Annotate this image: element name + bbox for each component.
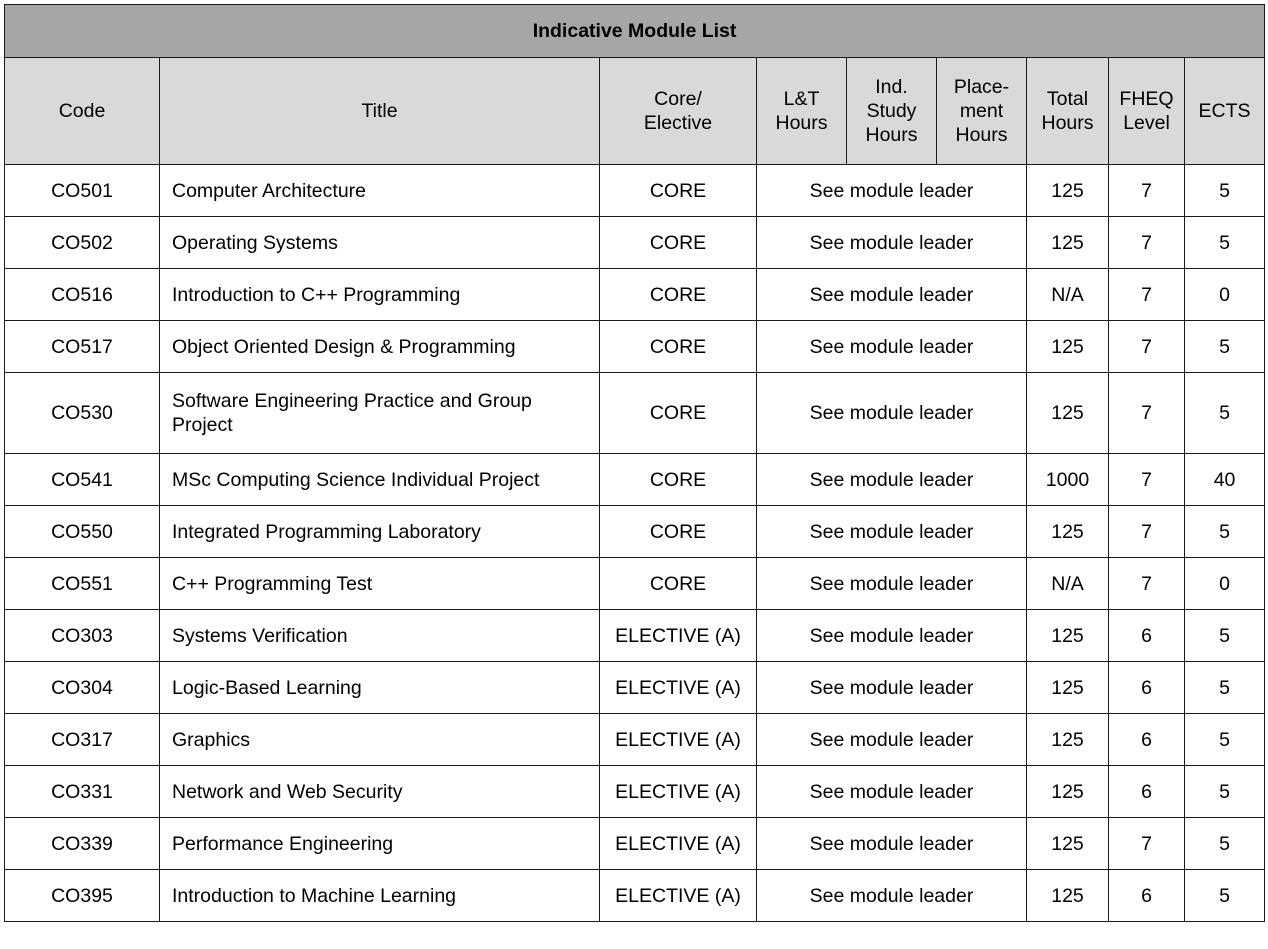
- cell-hours-note: See module leader: [757, 454, 1027, 506]
- header-total-hours: [1027, 58, 1109, 165]
- cell-fheq-level: 6: [1109, 662, 1185, 714]
- cell-hours-note: See module leader: [757, 506, 1027, 558]
- cell-code: CO550: [5, 506, 160, 558]
- header-fheq-level-line: FHEQ: [1119, 88, 1174, 110]
- cell-ects: 40: [1185, 454, 1265, 506]
- cell-type: CORE: [600, 269, 757, 321]
- cell-title: Network and Web Security: [160, 766, 600, 818]
- cell-title: Software Engineering Practice and Group Project: [160, 373, 600, 454]
- cell-total-hours: 125: [1027, 165, 1109, 217]
- cell-code: CO541: [5, 454, 160, 506]
- cell-type: ELECTIVE (A): [600, 662, 757, 714]
- cell-code: CO502: [5, 217, 160, 269]
- cell-type: CORE: [600, 558, 757, 610]
- table-row: [5, 870, 1265, 922]
- header-total-hours-line: Total: [1046, 88, 1089, 110]
- cell-fheq-level: 7: [1109, 506, 1185, 558]
- cell-ects: 5: [1185, 506, 1265, 558]
- cell-hours-note: See module leader: [757, 217, 1027, 269]
- cell-hours-note: See module leader: [757, 321, 1027, 373]
- table-row: [5, 818, 1265, 870]
- header-lt-hours-line: Hours: [775, 112, 828, 134]
- cell-total-hours: 125: [1027, 766, 1109, 818]
- cell-total-hours: 125: [1027, 662, 1109, 714]
- cell-title: Integrated Programming Laboratory: [160, 506, 600, 558]
- cell-hours-note: See module leader: [757, 714, 1027, 766]
- cell-code: CO339: [5, 818, 160, 870]
- cell-code: CO331: [5, 766, 160, 818]
- header-ind-study-hours: [847, 58, 937, 165]
- cell-hours-note: See module leader: [757, 870, 1027, 922]
- cell-title: Computer Architecture: [160, 165, 600, 217]
- cell-hours-note: See module leader: [757, 818, 1027, 870]
- cell-title: C++ Programming Test: [160, 558, 600, 610]
- cell-code: CO317: [5, 714, 160, 766]
- cell-type: CORE: [600, 321, 757, 373]
- table-title: Indicative Module List: [5, 5, 1265, 58]
- cell-type: CORE: [600, 506, 757, 558]
- cell-hours-note: See module leader: [757, 558, 1027, 610]
- table-row: [5, 714, 1265, 766]
- cell-fheq-level: 7: [1109, 373, 1185, 454]
- cell-title: Introduction to C++ Programming: [160, 269, 600, 321]
- cell-type: CORE: [600, 454, 757, 506]
- header-total-hours-line: Hours: [1041, 112, 1094, 134]
- cell-title: MSc Computing Science Individual Project: [160, 454, 600, 506]
- header-lt-hours-line: L&T: [783, 88, 820, 110]
- header-title: Title: [160, 58, 600, 165]
- cell-title: Graphics: [160, 714, 600, 766]
- cell-type: ELECTIVE (A): [600, 870, 757, 922]
- cell-total-hours: 125: [1027, 217, 1109, 269]
- cell-ects: 5: [1185, 165, 1265, 217]
- cell-fheq-level: 6: [1109, 870, 1185, 922]
- cell-title: Performance Engineering: [160, 818, 600, 870]
- cell-code: CO517: [5, 321, 160, 373]
- cell-fheq-level: 6: [1109, 766, 1185, 818]
- cell-hours-note: See module leader: [757, 165, 1027, 217]
- cell-total-hours: N/A: [1027, 269, 1109, 321]
- cell-type: CORE: [600, 217, 757, 269]
- cell-hours-note: See module leader: [757, 662, 1027, 714]
- cell-ects: 5: [1185, 818, 1265, 870]
- cell-fheq-level: 7: [1109, 818, 1185, 870]
- cell-code: CO501: [5, 165, 160, 217]
- cell-type: ELECTIVE (A): [600, 610, 757, 662]
- header-placement-hours-line: Hours: [955, 124, 1008, 146]
- header-lt-hours: [757, 58, 847, 165]
- cell-hours-note: See module leader: [757, 766, 1027, 818]
- cell-ects: 5: [1185, 714, 1265, 766]
- cell-ects: 5: [1185, 217, 1265, 269]
- cell-type: CORE: [600, 373, 757, 454]
- cell-total-hours: 125: [1027, 818, 1109, 870]
- cell-fheq-level: 7: [1109, 165, 1185, 217]
- cell-total-hours: 125: [1027, 373, 1109, 454]
- table-row: [5, 506, 1265, 558]
- cell-code: CO530: [5, 373, 160, 454]
- cell-total-hours: N/A: [1027, 558, 1109, 610]
- cell-fheq-level: 6: [1109, 714, 1185, 766]
- cell-code: CO551: [5, 558, 160, 610]
- table-row: [5, 269, 1265, 321]
- header-ind-study-hours-line: Ind.: [875, 76, 908, 98]
- cell-total-hours: 1000: [1027, 454, 1109, 506]
- cell-code: CO304: [5, 662, 160, 714]
- cell-total-hours: 125: [1027, 321, 1109, 373]
- cell-ects: 5: [1185, 870, 1265, 922]
- cell-type: CORE: [600, 165, 757, 217]
- cell-hours-note: See module leader: [757, 373, 1027, 454]
- cell-total-hours: 125: [1027, 506, 1109, 558]
- cell-title: Systems Verification: [160, 610, 600, 662]
- cell-hours-note: See module leader: [757, 269, 1027, 321]
- cell-ects: 0: [1185, 558, 1265, 610]
- header-core-elective-line: Elective: [643, 112, 713, 134]
- cell-hours-note: See module leader: [757, 610, 1027, 662]
- header-placement-hours: [937, 58, 1027, 165]
- cell-ects: 5: [1185, 766, 1265, 818]
- table-row: [5, 454, 1265, 506]
- header-code: Code: [5, 58, 160, 165]
- table-row: [5, 558, 1265, 610]
- header-core-elective: [600, 58, 757, 165]
- cell-code: CO516: [5, 269, 160, 321]
- table-row: [5, 662, 1265, 714]
- cell-ects: 5: [1185, 321, 1265, 373]
- cell-title: Logic-Based Learning: [160, 662, 600, 714]
- cell-type: ELECTIVE (A): [600, 818, 757, 870]
- header-placement-hours-line: ment: [959, 100, 1004, 122]
- table-row: [5, 373, 1265, 454]
- cell-type: ELECTIVE (A): [600, 766, 757, 818]
- cell-ects: 5: [1185, 373, 1265, 454]
- cell-total-hours: 125: [1027, 610, 1109, 662]
- table-row: [5, 165, 1265, 217]
- cell-fheq-level: 7: [1109, 558, 1185, 610]
- header-ind-study-hours-line: Study: [866, 100, 917, 122]
- table-row: [5, 610, 1265, 662]
- header-fheq-level: [1109, 58, 1185, 165]
- table-row: [5, 321, 1265, 373]
- cell-total-hours: 125: [1027, 870, 1109, 922]
- cell-fheq-level: 7: [1109, 321, 1185, 373]
- cell-code: CO395: [5, 870, 160, 922]
- cell-ects: 0: [1185, 269, 1265, 321]
- cell-total-hours: 125: [1027, 714, 1109, 766]
- cell-fheq-level: 7: [1109, 217, 1185, 269]
- cell-fheq-level: 7: [1109, 269, 1185, 321]
- cell-ects: 5: [1185, 662, 1265, 714]
- cell-title: Object Oriented Design & Programming: [160, 321, 600, 373]
- cell-code: CO303: [5, 610, 160, 662]
- cell-ects: 5: [1185, 610, 1265, 662]
- cell-fheq-level: 7: [1109, 454, 1185, 506]
- header-ind-study-hours-line: Hours: [865, 124, 918, 146]
- table-row: [5, 217, 1265, 269]
- cell-fheq-level: 6: [1109, 610, 1185, 662]
- table-row: [5, 766, 1265, 818]
- header-core-elective-line: Core/: [654, 88, 702, 110]
- module-table: [4, 4, 1265, 922]
- header-ects: ECTS: [1185, 58, 1265, 165]
- cell-title: Operating Systems: [160, 217, 600, 269]
- header-fheq-level-line: Level: [1123, 112, 1170, 134]
- cell-type: ELECTIVE (A): [600, 714, 757, 766]
- cell-title: Introduction to Machine Learning: [160, 870, 600, 922]
- header-placement-hours-line: Place-: [953, 76, 1010, 98]
